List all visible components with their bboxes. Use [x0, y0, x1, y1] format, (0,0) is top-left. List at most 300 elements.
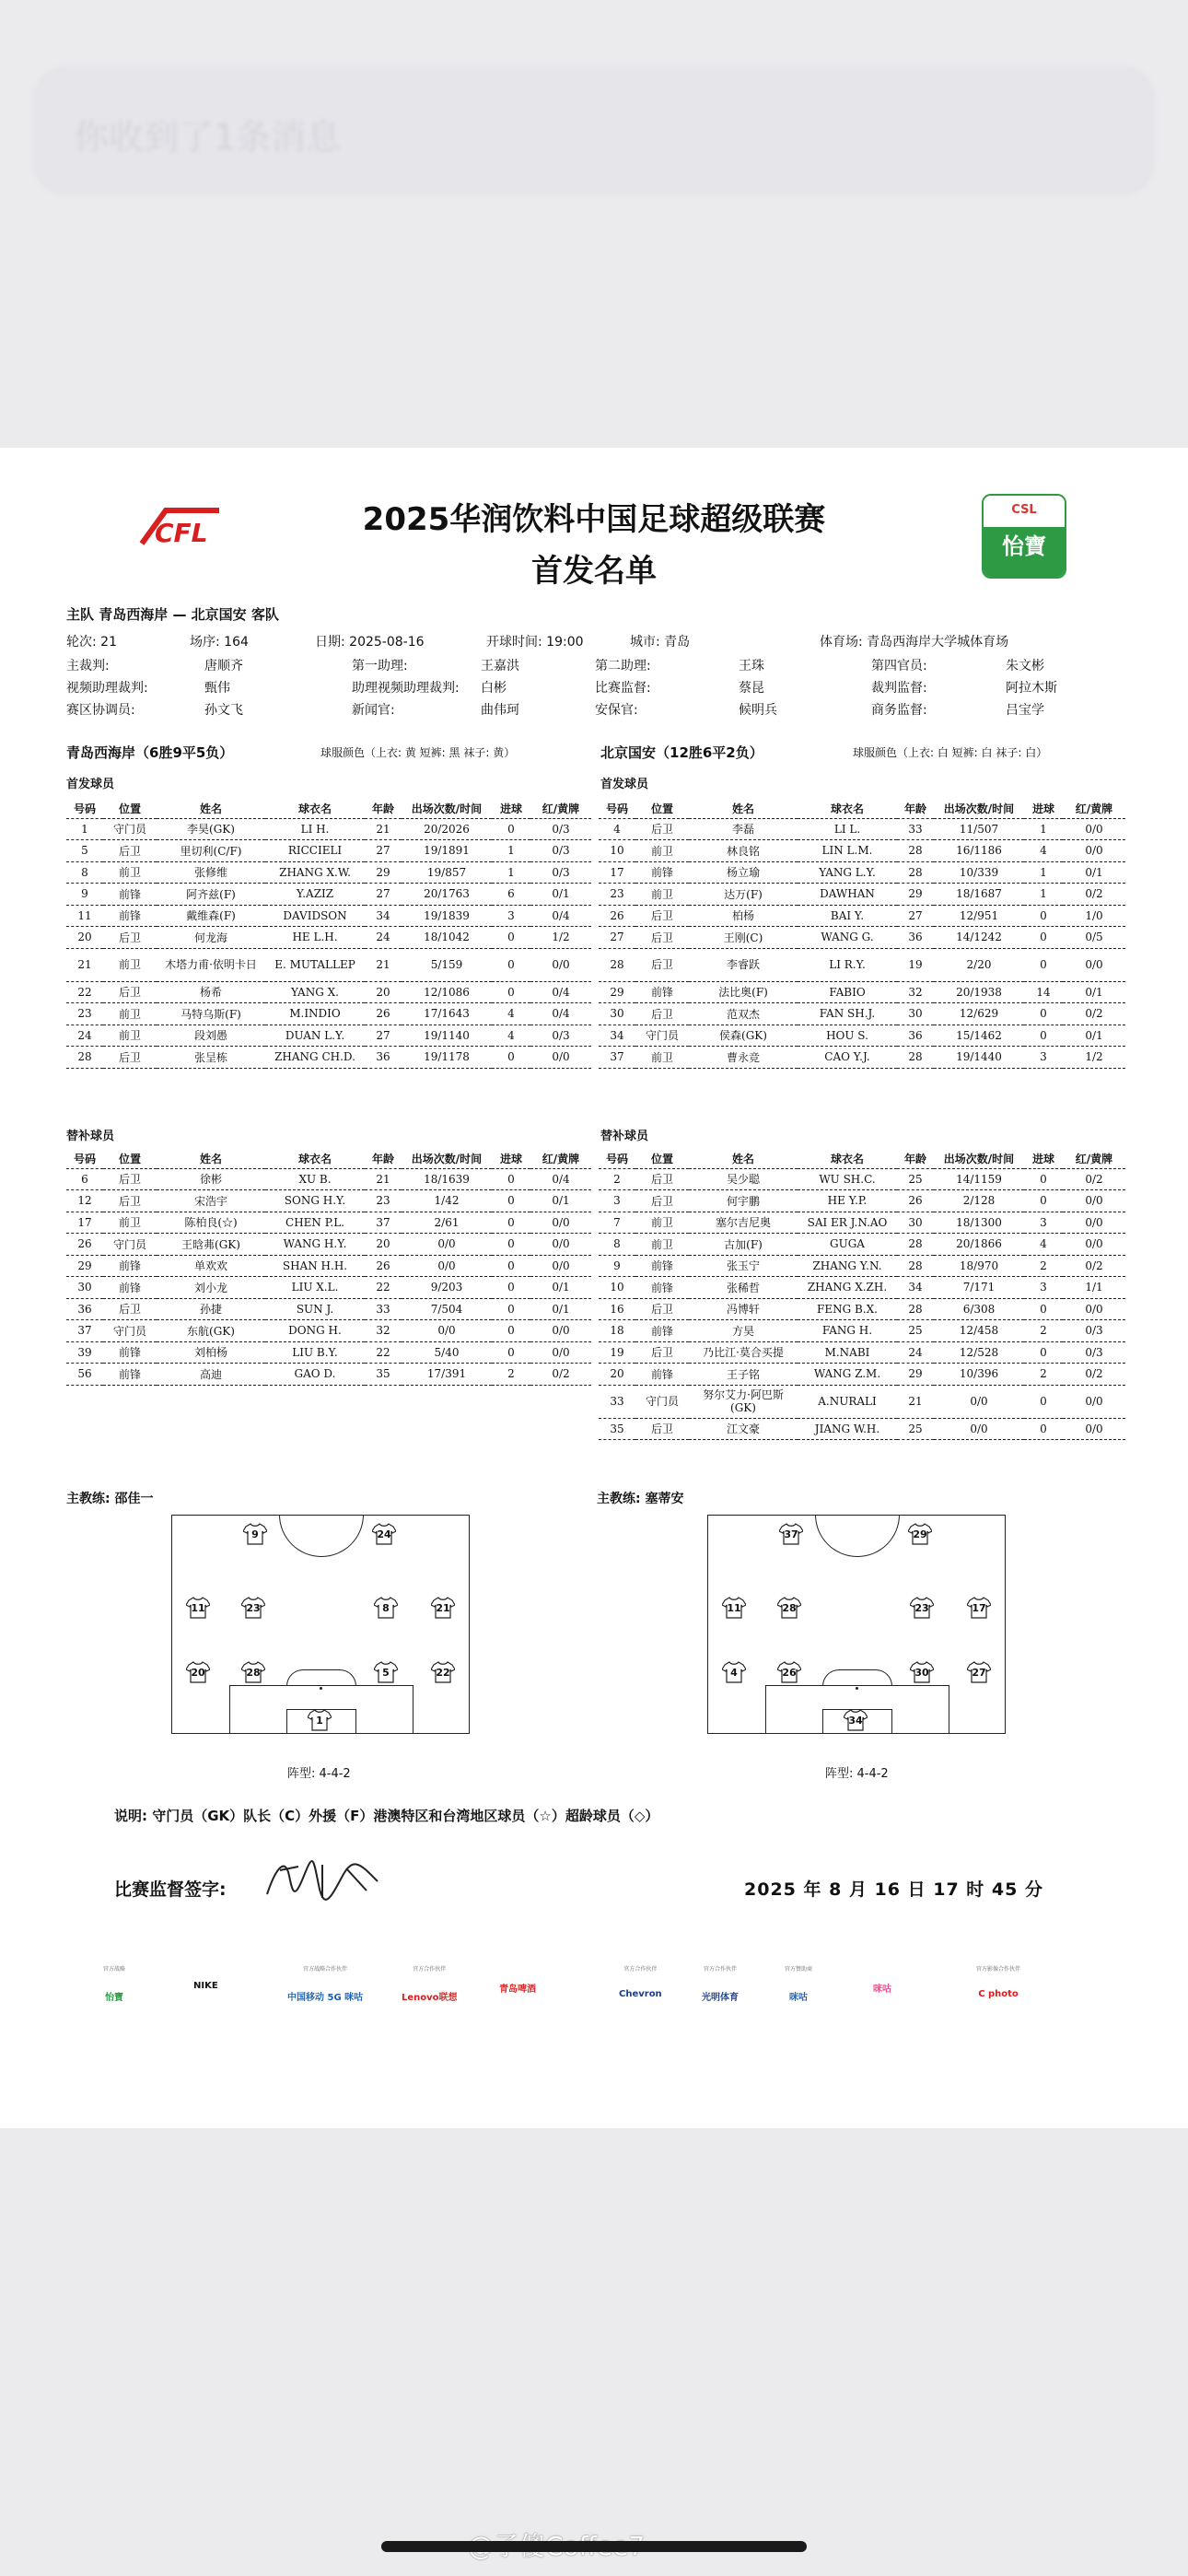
table-cell: 冯博轩: [689, 1298, 798, 1320]
table-cell: 5: [66, 840, 103, 862]
table-row: [66, 905, 591, 927]
table-cell: 后卫: [635, 1341, 689, 1364]
table-cell: 23: [365, 1190, 402, 1212]
table-cell: 1: [492, 840, 530, 862]
table-row: [599, 1298, 1125, 1320]
column-header: 球衣名: [265, 1150, 365, 1168]
table-cell: 18/1639: [402, 1168, 492, 1190]
table-cell: 27: [897, 905, 934, 927]
table-cell: 9: [66, 884, 103, 906]
table-cell: M.INDIO: [265, 1003, 365, 1025]
table-cell: WU SH.C.: [798, 1168, 897, 1190]
official-role: 比赛监督:: [595, 681, 651, 696]
player-shirt: 28: [241, 1661, 265, 1683]
table-cell: LIU X.L.: [265, 1277, 365, 1299]
column-header: 位置: [103, 800, 157, 818]
table-cell: 乃比江·莫合买提: [689, 1341, 798, 1364]
table-cell: 0: [1024, 1190, 1063, 1212]
official-name: 候明兵: [739, 703, 777, 718]
table-cell: 0/3: [1063, 1320, 1125, 1342]
table-cell: 0: [1024, 905, 1063, 927]
table-cell: 何龙海: [157, 927, 265, 949]
table-cell: 前卫: [103, 1003, 157, 1025]
official-role: 第一助理:: [352, 659, 408, 673]
official-name: 王珠: [739, 659, 764, 673]
table-cell: 1/1: [1063, 1277, 1125, 1299]
table-cell: 李昊(GK): [157, 818, 265, 840]
table-cell: 18/1042: [402, 927, 492, 949]
table-cell: 何宇鹏: [689, 1190, 798, 1212]
table-row: [599, 1190, 1125, 1212]
table-cell: 达万(F): [689, 884, 798, 906]
table-cell: 守门员: [103, 818, 157, 840]
venue: 体育场: 青岛西海岸大学城体育场: [820, 635, 1009, 650]
table-row: [599, 818, 1125, 840]
sponsor-logo: 官方合作伙伴 Chevron: [619, 1966, 662, 1999]
home-starters-table: [66, 800, 591, 1069]
table-cell: 前锋: [635, 1364, 689, 1386]
away-subs-label: 替补球员: [600, 1130, 649, 1143]
table-cell: 12/1086: [402, 981, 492, 1003]
away-starters-table: [599, 800, 1125, 1069]
table-cell: 6: [66, 1168, 103, 1190]
table-cell: 2: [1024, 1255, 1063, 1277]
table-cell: LIN L.M.: [798, 840, 897, 862]
table-cell: 36: [365, 1047, 402, 1069]
table-cell: 林良铭: [689, 840, 798, 862]
table-cell: ZHANG Y.N.: [798, 1255, 897, 1277]
table-cell: 0/3: [530, 818, 591, 840]
table-cell: 刘柏杨: [157, 1341, 265, 1364]
table-cell: M.NABI: [798, 1341, 897, 1364]
table-cell: 29: [599, 981, 635, 1003]
table-cell: 0/0: [1063, 840, 1125, 862]
table-row: [66, 1003, 591, 1025]
notification-text: 你收到了1条消息: [74, 117, 342, 158]
home-team-name: 青岛西海岸（6胜9平5负）: [66, 744, 234, 761]
table-cell: YANG X.: [265, 981, 365, 1003]
table-cell: 高迪: [157, 1364, 265, 1386]
table-cell: 张修维: [157, 861, 265, 884]
table-cell: 4: [492, 1003, 530, 1025]
table-cell: 26: [365, 1255, 402, 1277]
table-cell: 5/159: [402, 948, 492, 981]
table-cell: FABIO: [798, 981, 897, 1003]
table-cell: 后卫: [103, 1047, 157, 1069]
table-cell: 后卫: [103, 981, 157, 1003]
column-header: 年龄: [365, 800, 402, 818]
supervisor-signature-label: 比赛监督签字:: [114, 1879, 227, 1900]
table-cell: 3: [1024, 1212, 1063, 1234]
away-formation-pitch: [707, 1515, 1006, 1734]
table-cell: 22: [365, 1341, 402, 1364]
official-role: 主裁判:: [66, 659, 110, 673]
table-cell: 34: [897, 1277, 934, 1299]
table-cell: 32: [897, 981, 934, 1003]
table-cell: HE L.H.: [265, 927, 365, 949]
table-cell: 柏杨: [689, 905, 798, 927]
table-cell: 24: [66, 1025, 103, 1047]
player-shirt: 29: [908, 1523, 932, 1545]
table-row: [599, 1277, 1125, 1299]
table-cell: 37: [365, 1212, 402, 1234]
table-cell: 1/0: [1063, 905, 1125, 927]
table-row: [66, 1047, 591, 1069]
table-row: [599, 861, 1125, 884]
match-number: 场序: 164: [190, 635, 249, 650]
table-cell: 吴少聪: [689, 1168, 798, 1190]
table-cell: 10: [599, 840, 635, 862]
table-cell: 27: [365, 884, 402, 906]
table-cell: 20/1763: [402, 884, 492, 906]
column-header: 号码: [599, 800, 635, 818]
sponsor-logo: 官方影像合作伙伴 C photo: [976, 1966, 1021, 1999]
table-row: [66, 1320, 591, 1342]
table-cell: 0/0: [1063, 818, 1125, 840]
column-header: 出场次数/时间: [402, 800, 492, 818]
table-cell: 30: [897, 1003, 934, 1025]
table-cell: 0: [492, 1255, 530, 1277]
table-cell: 0/4: [530, 1168, 591, 1190]
table-cell: WANG Z.M.: [798, 1364, 897, 1386]
official-name: 白彬: [481, 681, 507, 696]
official-name: 甄伟: [204, 681, 230, 696]
table-cell: 0/0: [530, 1234, 591, 1256]
csl-logo: CSL 怡寶: [982, 494, 1066, 579]
table-row: [66, 884, 591, 906]
table-cell: 前锋: [103, 1255, 157, 1277]
table-cell: 马特乌斯(F): [157, 1003, 265, 1025]
official-role: 安保官:: [595, 703, 638, 718]
table-cell: 15/1462: [934, 1025, 1024, 1047]
sponsor-logo: 官方赞助商 咪咕: [785, 1966, 813, 2003]
table-cell: 前锋: [103, 1277, 157, 1299]
player-shirt: 5: [374, 1661, 398, 1683]
sponsor-logo: 官方战略合作伙伴 中国移动 5G 咪咕: [287, 1966, 364, 2003]
player-shirt: 27: [967, 1661, 991, 1683]
table-cell: 2: [599, 1168, 635, 1190]
table-cell: 0/2: [530, 1364, 591, 1386]
table-cell: WANG H.Y.: [265, 1234, 365, 1256]
table-cell: 木塔力甫·依明卡日: [157, 948, 265, 981]
table-row: [66, 927, 591, 949]
table-cell: 22: [365, 1277, 402, 1299]
table-cell: 守门员: [635, 1385, 689, 1418]
table-cell: 29: [897, 1364, 934, 1386]
table-cell: 3: [599, 1190, 635, 1212]
table-cell: 0: [492, 927, 530, 949]
table-row: [599, 1234, 1125, 1256]
sponsor-logo: 官方合作伙伴 光明体育: [702, 1966, 739, 2003]
table-cell: 0: [1024, 1168, 1063, 1190]
table-cell: 24: [365, 927, 402, 949]
player-shirt: 11: [722, 1597, 746, 1619]
table-row: [66, 1298, 591, 1320]
table-cell: 2: [1024, 1320, 1063, 1342]
column-header: 出场次数/时间: [934, 800, 1024, 818]
player-shirt: 4: [722, 1661, 746, 1683]
table-row: [599, 884, 1125, 906]
table-cell: 20/1866: [934, 1234, 1024, 1256]
table-row: [599, 1418, 1125, 1440]
table-cell: 18/970: [934, 1255, 1024, 1277]
table-cell: 后卫: [635, 1298, 689, 1320]
column-header: 号码: [66, 1150, 103, 1168]
table-cell: 26: [599, 905, 635, 927]
table-cell: 侯森(GK): [689, 1025, 798, 1047]
table-cell: 后卫: [635, 905, 689, 927]
official-role: 第四官员:: [871, 659, 927, 673]
table-cell: 陈柏良(☆): [157, 1212, 265, 1234]
column-header: 出场次数/时间: [934, 1150, 1024, 1168]
table-cell: 5/40: [402, 1341, 492, 1364]
table-cell: 28: [897, 1047, 934, 1069]
table-cell: 0/5: [1063, 927, 1125, 949]
column-header: 红/黄牌: [530, 1150, 591, 1168]
table-row: [599, 1364, 1125, 1386]
table-cell: 宋浩宇: [157, 1190, 265, 1212]
table-cell: 努尔艾力·阿巴斯(GK): [689, 1385, 798, 1418]
table-row: [66, 861, 591, 884]
table-cell: 0: [1024, 1341, 1063, 1364]
supervisor-signature: [258, 1848, 387, 1909]
table-cell: 25: [897, 1418, 934, 1440]
table-cell: 前锋: [103, 884, 157, 906]
table-cell: 32: [365, 1320, 402, 1342]
table-cell: 3: [492, 905, 530, 927]
table-cell: 7/504: [402, 1298, 492, 1320]
table-cell: 8: [66, 861, 103, 884]
table-cell: FENG B.X.: [798, 1298, 897, 1320]
table-cell: A.NURALI: [798, 1385, 897, 1418]
table-cell: ZHANG CH.D.: [265, 1047, 365, 1069]
table-cell: 曹永竞: [689, 1047, 798, 1069]
away-starters-label: 首发球员: [600, 778, 649, 791]
player-shirt: 37: [779, 1523, 803, 1545]
table-cell: 7/171: [934, 1277, 1024, 1299]
table-cell: 0: [1024, 1385, 1063, 1418]
table-row: [66, 1190, 591, 1212]
official-name: 朱文彬: [1006, 659, 1044, 673]
player-shirt: 34: [844, 1709, 868, 1731]
table-cell: 26: [66, 1234, 103, 1256]
column-header: 年龄: [365, 1150, 402, 1168]
table-cell: 范双杰: [689, 1003, 798, 1025]
table-cell: 单欢欢: [157, 1255, 265, 1277]
player-shirt: 11: [186, 1597, 210, 1619]
table-cell: 王晗茀(GK): [157, 1234, 265, 1256]
table-cell: 19/1140: [402, 1025, 492, 1047]
table-cell: 3: [1024, 1047, 1063, 1069]
table-cell: 20: [599, 1364, 635, 1386]
table-cell: 20: [365, 1234, 402, 1256]
table-row: [66, 1364, 591, 1386]
table-cell: 21: [365, 818, 402, 840]
table-cell: 1: [1024, 861, 1063, 884]
table-cell: 0/0: [1063, 1385, 1125, 1418]
table-cell: 19: [897, 948, 934, 981]
table-cell: 0/3: [530, 861, 591, 884]
table-cell: 2/128: [934, 1190, 1024, 1212]
table-cell: 30: [599, 1003, 635, 1025]
table-cell: 0: [492, 1190, 530, 1212]
home-formation: 阵型: 4-4-2: [287, 1767, 351, 1781]
official-name: 阿拉木斯: [1006, 681, 1057, 696]
table-cell: LI R.Y.: [798, 948, 897, 981]
table-cell: 17: [66, 1212, 103, 1234]
table-cell: 0/4: [530, 981, 591, 1003]
column-header: 年龄: [897, 800, 934, 818]
table-cell: 段刘愚: [157, 1025, 265, 1047]
table-cell: 9/203: [402, 1277, 492, 1299]
official-role: 新闻官:: [352, 703, 395, 718]
table-cell: 后卫: [635, 818, 689, 840]
table-cell: Y.AZIZ: [265, 884, 365, 906]
table-cell: BAI Y.: [798, 905, 897, 927]
table-cell: 0: [1024, 1025, 1063, 1047]
table-row: [66, 981, 591, 1003]
table-cell: 守门员: [103, 1320, 157, 1342]
home-subs-table: [66, 1150, 591, 1386]
table-cell: 塞尔吉尼奥: [689, 1212, 798, 1234]
column-header: 进球: [1024, 800, 1063, 818]
column-header: 球衣名: [798, 1150, 897, 1168]
table-cell: GAO D.: [265, 1364, 365, 1386]
table-cell: 19/1178: [402, 1047, 492, 1069]
table-cell: 56: [66, 1364, 103, 1386]
table-cell: 守门员: [635, 1025, 689, 1047]
column-header: 号码: [66, 800, 103, 818]
column-header: 位置: [635, 1150, 689, 1168]
table-cell: 19: [599, 1341, 635, 1364]
table-cell: FANG H.: [798, 1320, 897, 1342]
table-cell: 0: [492, 948, 530, 981]
table-cell: 0/0: [1063, 1418, 1125, 1440]
table-cell: 16/1186: [934, 840, 1024, 862]
player-shirt: 22: [431, 1661, 455, 1683]
table-cell: 36: [66, 1298, 103, 1320]
table-row: [66, 1341, 591, 1364]
table-cell: 33: [599, 1385, 635, 1418]
table-cell: 3: [1024, 1277, 1063, 1299]
sponsor-logo: 咪咕: [873, 1985, 891, 1995]
table-row: [599, 1168, 1125, 1190]
table-cell: 21: [66, 948, 103, 981]
table-cell: 前锋: [103, 1364, 157, 1386]
official-name: 蔡昆: [739, 681, 764, 696]
table-cell: 21: [365, 1168, 402, 1190]
table-row: [599, 948, 1125, 981]
table-cell: 34: [365, 905, 402, 927]
table-cell: 27: [365, 1025, 402, 1047]
table-cell: 0: [1024, 1003, 1063, 1025]
table-row: [599, 1320, 1125, 1342]
table-cell: 前锋: [635, 1277, 689, 1299]
table-cell: 0/1: [530, 884, 591, 906]
table-cell: 0/3: [1063, 1341, 1125, 1364]
table-cell: 7: [599, 1212, 635, 1234]
table-cell: 17/391: [402, 1364, 492, 1386]
table-cell: 戴维森(F): [157, 905, 265, 927]
table-cell: 37: [599, 1047, 635, 1069]
table-cell: 0/0: [402, 1234, 492, 1256]
table-cell: 39: [66, 1341, 103, 1364]
table-cell: 1/42: [402, 1190, 492, 1212]
table-cell: LIU B.Y.: [265, 1341, 365, 1364]
home-kit-colors: 球服颜色（上衣: 黄 短裤: 黑 袜子: 黄）: [320, 746, 516, 759]
table-cell: 张稀哲: [689, 1277, 798, 1299]
league-title: 2025华润饮料中国足球超级联赛: [362, 501, 826, 538]
table-cell: 前卫: [635, 1047, 689, 1069]
official-name: 孙文飞: [204, 703, 243, 718]
table-cell: 28: [66, 1047, 103, 1069]
table-cell: 22: [66, 981, 103, 1003]
table-cell: 后卫: [635, 1003, 689, 1025]
table-cell: 19/1440: [934, 1047, 1024, 1069]
table-cell: 0: [492, 1234, 530, 1256]
home-coach: 主教练: 邵佳一: [66, 1492, 154, 1506]
table-cell: 0/1: [530, 1298, 591, 1320]
table-cell: 29: [365, 861, 402, 884]
official-name: 吕宝学: [1006, 703, 1044, 718]
column-header: 姓名: [157, 800, 265, 818]
column-header: 进球: [492, 1150, 530, 1168]
column-header: 位置: [635, 800, 689, 818]
table-cell: 前卫: [103, 1212, 157, 1234]
table-cell: 0/1: [1063, 981, 1125, 1003]
player-shirt: 23: [910, 1597, 934, 1619]
table-cell: 0/1: [1063, 861, 1125, 884]
official-name: 曲伟珂: [481, 703, 519, 718]
notification-banner[interactable]: [33, 66, 1155, 195]
table-cell: 4: [1024, 840, 1063, 862]
table-cell: 18: [599, 1320, 635, 1342]
table-cell: 后卫: [103, 1298, 157, 1320]
table-cell: 后卫: [103, 840, 157, 862]
lineup-sheet: [0, 448, 1188, 2128]
table-cell: 6/308: [934, 1298, 1024, 1320]
home-indicator[interactable]: [381, 2541, 807, 2552]
signature-datetime: 2025 年 8 月 16 日 17 时 45 分: [744, 1879, 1043, 1900]
official-role: 商务监督:: [871, 703, 927, 718]
table-cell: 23: [599, 884, 635, 906]
table-cell: 0: [492, 1277, 530, 1299]
table-row: [599, 1341, 1125, 1364]
table-cell: 1: [492, 861, 530, 884]
player-shirt: 28: [777, 1597, 801, 1619]
table-row: [599, 1025, 1125, 1047]
table-cell: 前锋: [635, 981, 689, 1003]
table-cell: 0/0: [530, 1212, 591, 1234]
table-cell: 18/1300: [934, 1212, 1024, 1234]
table-cell: 前锋: [635, 861, 689, 884]
table-cell: 古加(F): [689, 1234, 798, 1256]
table-cell: 前卫: [635, 1212, 689, 1234]
table-cell: 10/396: [934, 1364, 1024, 1386]
sponsor-logo: 官方战略 怡寶: [103, 1966, 126, 2003]
table-cell: 20: [66, 927, 103, 949]
column-header: 红/黄牌: [530, 800, 591, 818]
table-cell: 0/0: [530, 1341, 591, 1364]
away-formation: 阵型: 4-4-2: [825, 1767, 889, 1781]
table-cell: 0/2: [1063, 1168, 1125, 1190]
table-row: [66, 1234, 591, 1256]
table-cell: 36: [897, 927, 934, 949]
player-shirt: 8: [374, 1597, 398, 1619]
table-cell: SAI ER J.N.AO: [798, 1212, 897, 1234]
sponsor-logo: 青岛啤酒: [499, 1985, 536, 1995]
table-cell: JIANG W.H.: [798, 1418, 897, 1440]
